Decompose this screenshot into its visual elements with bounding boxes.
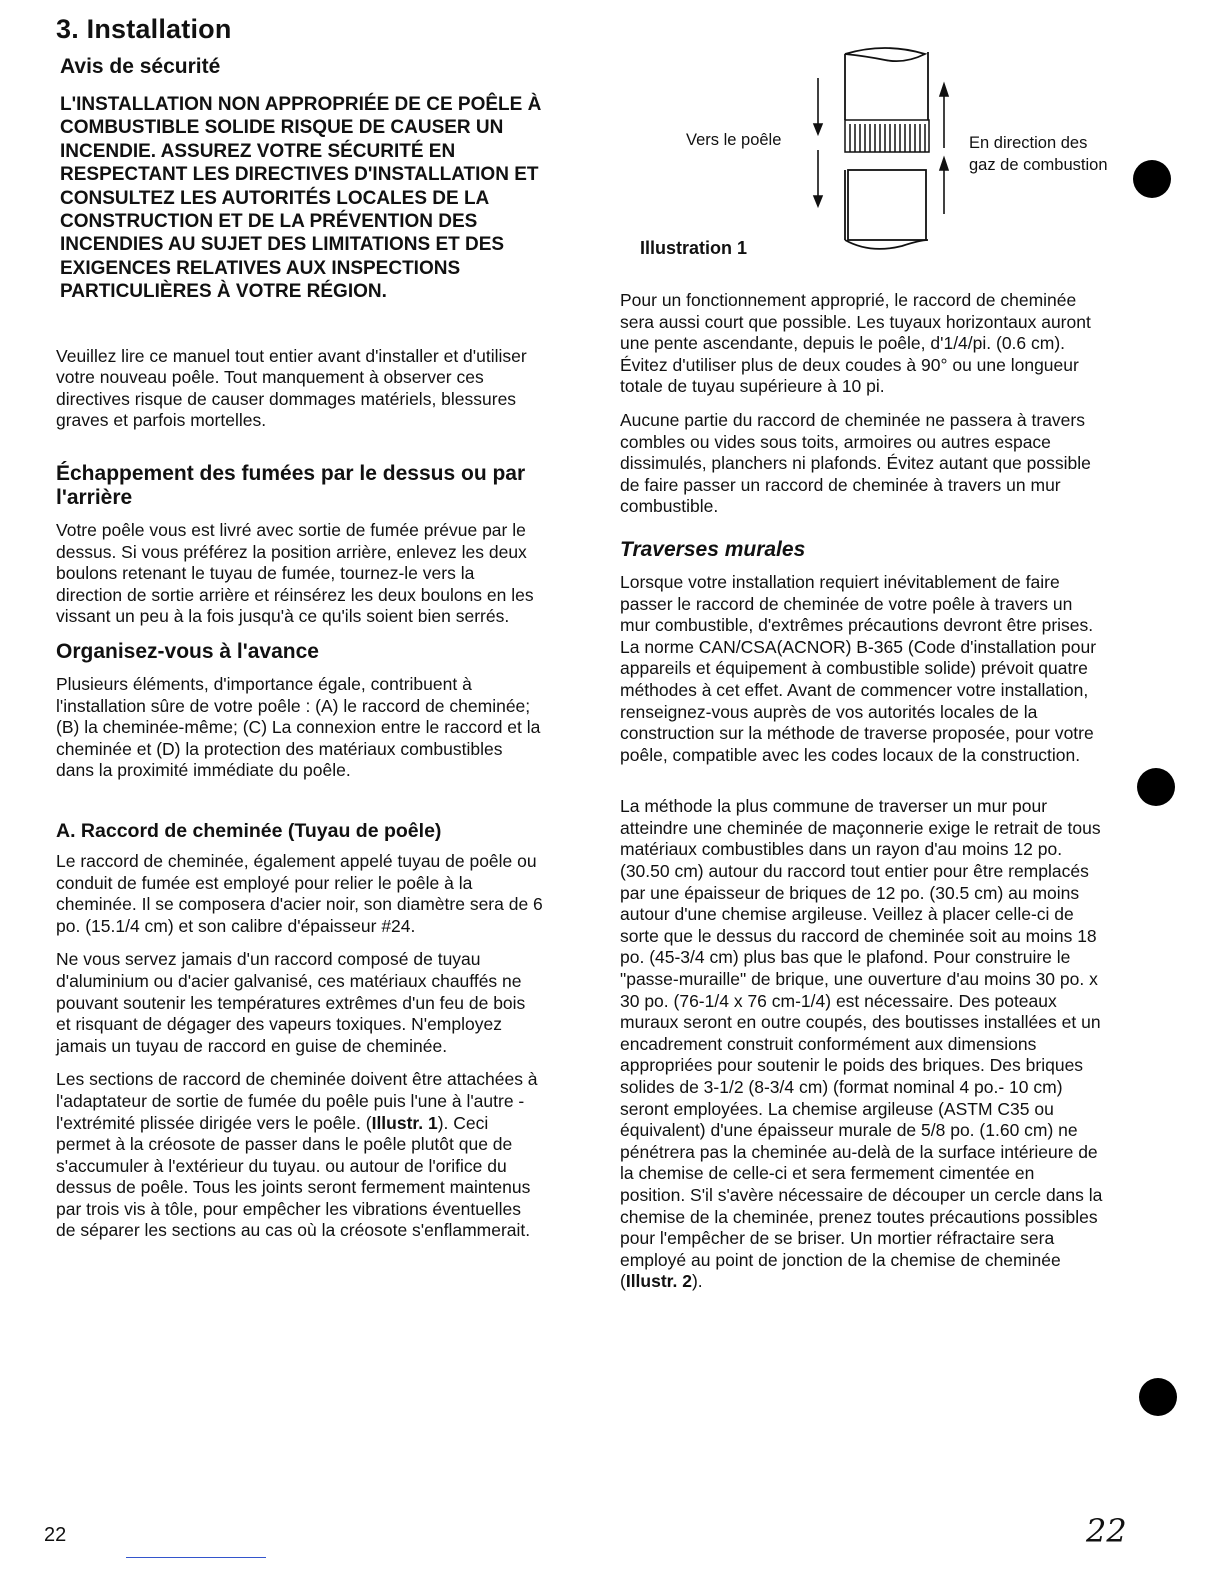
pipe-diagram	[640, 40, 1140, 280]
right-paragraph: Pour un fonctionnement approprié, le raccord de cheminée sera aussi court que possible. Les tuyaux horizontaux auront une pente ascendante, depuis le poêle, d'1/4/pi. (0.6 cm). Évitez d'utiliser plus de deux coudes à 90° ou une longueur totale de tuyau supérieure à 10 pi.	[620, 290, 1091, 397]
page-number-right: 22	[1086, 1512, 1127, 1550]
safety-heading: Avis de sécurité	[60, 55, 221, 78]
figure-caption: Illustration 1	[640, 238, 748, 258]
connector-paragraph: Le raccord de cheminée, également appelé tuyau de poêle ou conduit de fumée est employé pour relier le poêle à la cheminée. Il se composera d'acier noir, son diamètre sera de 6 po. (15.1/4 cm) et son calibre d'épaisseur #24.	[56, 850, 543, 936]
method-text: La méthode la plus commune de traverser un mur pour atteindre une cheminée de maçonnerie exige le retrait de tous matériaux combustibles dans un rayon d'au moins 12 po. (30.50 cm) autour du raccord tout entier pour être remplacés par une épaisseur de briques de 12 po. (30.5 cm) au moins autour d'une chemise argileuse. Veillez à placer celle-ci de sorte que le dessus du raccord de cheminée soit au moins 18 po. (45-3/4 cm) plus bas que le plafond. Pour construire le "passe-muraille" de brique, une ouverture d'au moins 30 po. x 30 po. (76-1/4 x 76 cm-1/4) est nécessaire. Des poteaux muraux seront en outre coupés, des boutisses installées et un encadrement construit conformément aux dimensions appropriées pour soutenir le poids des briques. Des briques solides de 3-1/2 (8-3/4 cm) (format nominal 4 po.- 10 cm) seront employées. La chemise argileuse (ASTM C35 ou équivalent) d'une épaisseur murale de 5/8 po. (1.60 cm) ne pénétrera pas la cheminée au-delà de la surface intérieure de la chemise de celle-ci et sera fermement cimentée en position. S'il s'avère nécessaire de découper un cercle dans la chemise de la cheminée, prenez toutes précautions possibles pour l'empêcher de se briser. Un mortier réfractaire sera employé au point de jonction de la chemise de cheminée (	[620, 796, 1103, 1292]
label-combustion-gas-line2: gaz de combustion	[969, 156, 1108, 174]
organize-heading: Organisez-vous à l'avance	[56, 640, 319, 663]
right-paragraph: Aucune partie du raccord de cheminée ne passera à travers combles ou vides sous toits, armoires ou autres espace dissimulés, planchers ni plafonds. Évitez autant que possible de faire passer un raccord de cheminée à travers un mur combustible.	[620, 409, 1091, 517]
connector-paragraph: Ne vous servez jamais d'un raccord composé de tuyau d'aluminium ou d'acier galvanisé, ces matériaux chauffés ne pouvant soutenir les températures extrêmes d'un feu de bois et risquant de dégager des vapeurs toxiques. N'employez jamais un tuyau de raccord en guise de cheminée.	[56, 949, 526, 1056]
exhaust-paragraph: Votre poêle vous est livré avec sortie de fumée prévue par le dessus. Si vous préférez la position arrière, enlevez les deux boulons retenant le tuyau de fumée, tournez-le vers la direction de sortie arrière et réinsérez les deux boulons en les vissant un peu à la fois jusqu'à ce qu'ils soient bien serrés.	[56, 520, 534, 627]
right-column	[620, 290, 1104, 1305]
sections-text: ). Ceci permet à la créosote de passer dans le poêle plutôt que de s'accumuler à l'extérieur du tuyau. ou autour de l'orifice du dessus de poêle. Tous les joints seront fermement maintenus par trois vis à tôle, pour empêcher les vibrations éventuelles de séparer les sections au cas où la créosote s'enflammerait.	[56, 1112, 531, 1241]
lower-pipe-section	[845, 170, 928, 249]
organize-paragraph: Plusieurs éléments, d'importance égale, contribuent à l'installation sûre de votre poêle : (A) le raccord de cheminée; (B) la cheminée-même; (C) La connexion entre le raccord et la cheminée et (D) la protection des matériaux combustibles dans la proximité immédiate du poêle.	[56, 674, 541, 781]
upper-pipe-section	[845, 48, 928, 120]
section-title: 3. Installation	[56, 14, 232, 44]
sections-paragraph	[56, 1069, 544, 1242]
divider	[126, 1557, 266, 1558]
label-to-stove: Vers le poêle	[686, 131, 782, 149]
binder-hole	[1133, 160, 1171, 198]
method-paragraph	[620, 796, 1104, 1293]
illustration-ref: Illustr. 1	[371, 1112, 438, 1133]
arrow-up-icon	[940, 84, 948, 214]
walls-paragraph: Lorsque votre installation requiert inévitablement de faire passer le raccord de cheminée de votre poêle à travers un mur combustible, d'extrêmes précautions devront être prises. La norme CAN/CSA(ACNOR) B-365 (Code d'installation pour appareils et équipement à combustible solide) prévoit quatre méthodes à cet effet. Avant de commencer votre installation, renseignez-vous auprès de vos autorités locales de la construction sur la méthode de traverse proposée, pour votre poêle, compatible avec les codes locaux de la construction.	[620, 571, 1097, 765]
page-number-left: 22	[44, 1524, 67, 1546]
binder-hole	[1137, 768, 1175, 806]
label-combustion-gas-line1: En direction des	[969, 134, 1088, 152]
crimped-end	[845, 120, 929, 152]
binder-hole	[1139, 1378, 1177, 1416]
illustration-ref: Illustr. 2	[625, 1271, 692, 1292]
exhaust-heading: Échappement des fumées par le dessus ou par l'arrière	[56, 462, 526, 510]
method-text: ).	[691, 1271, 703, 1292]
walls-heading: Traverses murales	[620, 537, 806, 561]
left-column	[56, 14, 544, 1254]
connector-heading: A. Raccord de cheminée (Tuyau de poêle)	[56, 819, 442, 842]
safety-warning: L'INSTALLATION NON APPROPRIÉE DE CE POÊLE À COMBUSTIBLE SOLIDE RISQUE DE CAUSER UN INCENDIE. ASSUREZ VOTRE SÉCURITÉ EN RESPECTANT LES DIRECTIVES D'INSTALLATION ET CONSULTEZ LES AUTORITÉS LOCALES DE LA CONSTRUCTION ET DE LA PRÉVENTION DES INCENDIES AU SUJET DES LIMITATIONS ET DES EXIGENCES RELATIVES AUX INSPECTIONS PARTICULIÈRES À VOTRE RÉGION.	[60, 94, 542, 303]
intro-paragraph: Veuillez lire ce manuel tout entier avant d'installer et d'utiliser votre nouveau poêle. Tout manquement à observer ces directives risque de causer dommages matériels, blessures graves et parfois mortelles.	[56, 345, 527, 431]
illustration-1	[640, 40, 1140, 280]
arrow-down-icon	[814, 78, 822, 206]
sections-text: Les sections de raccord de cheminée doivent être attachées à l'adaptateur de sortie de fumée du poêle puis l'une à l'autre - l'extrémité plissée dirigée vers le poêle. (	[56, 1069, 538, 1133]
